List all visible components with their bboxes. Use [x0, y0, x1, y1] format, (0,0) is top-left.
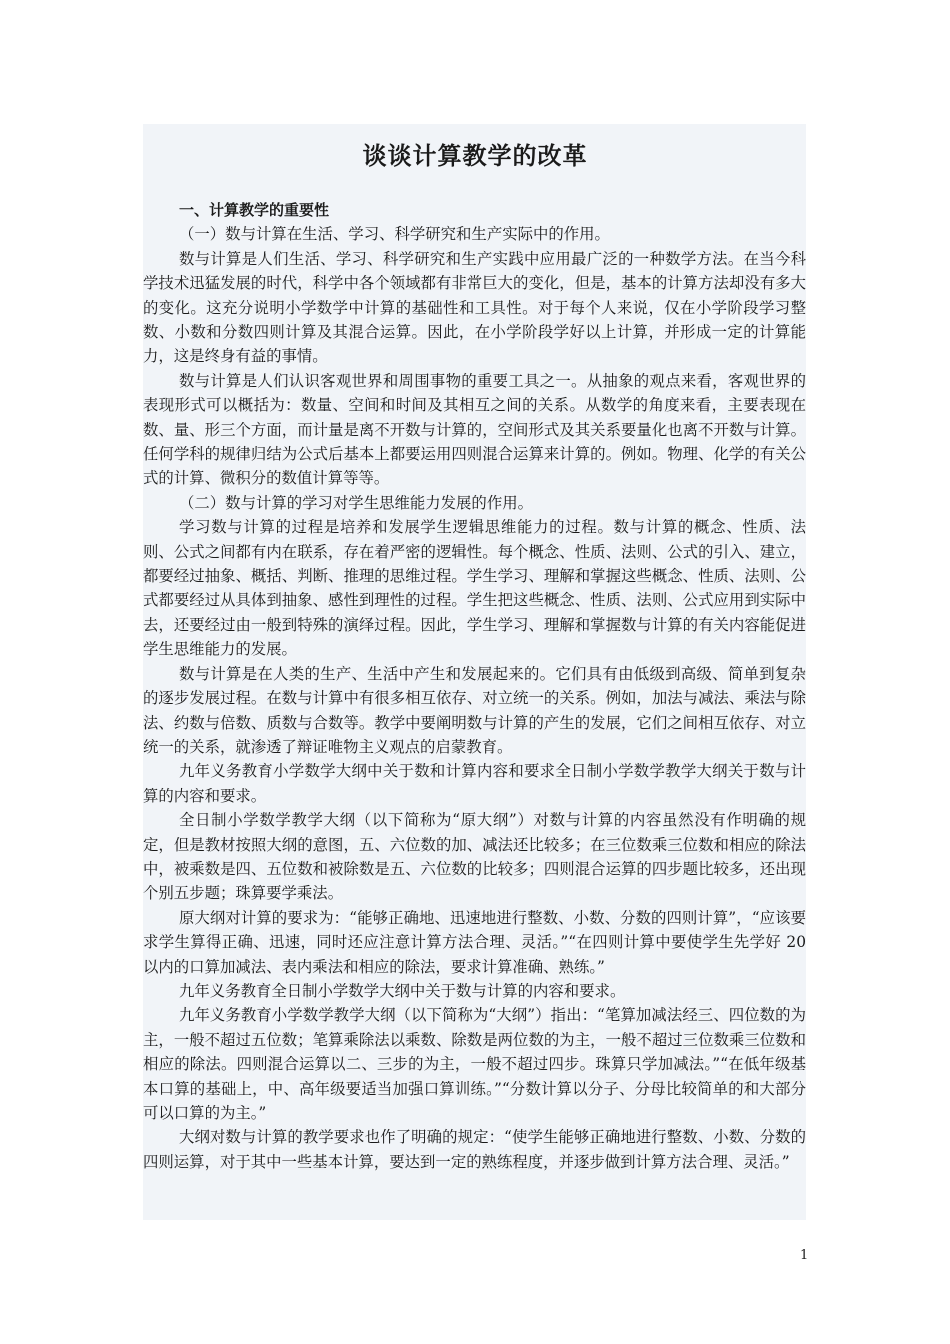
subheading-2: （二）数与计算的学习对学生思维能力发展的作用。 — [179, 493, 533, 512]
subheading-1: （一）数与计算在生活、学习、科学研究和生产实际中的作用。 — [179, 225, 610, 244]
paragraph: 九年义务教育小学数学大纲中关于数和计算内容和要求全日制小学数学教学大纲关于数与计算的内容和要求。 — [143, 762, 806, 805]
paragraph: 全日制小学数学教学大纲（以下简称为“原大纲”）对数与计算的内容虽然没有作明确的规定，但是教材按照大纲的意图，五、六位数的加、减法还比较多；在三位数乘三位数和相应的除法中，被乘数是四、五位数和被除数是五、六位数的比较多；四则混合运算的四步题比较多，还出现个别五步题；珠算要学乘法。 — [143, 811, 806, 903]
paragraph: 大纲对数与计算的教学要求也作了明确的规定：“使学生能够正确地进行整数、小数、分数的四则运算，对于其中一些基本计算，要达到一定的熟练程度，并逐步做到计算方法合理、灵活。” — [143, 1128, 806, 1171]
paragraph: 九年义务教育全日制小学数学大纲中关于数与计算的内容和要求。 — [179, 981, 626, 1000]
section-heading: 一、计算教学的重要性 — [179, 201, 330, 219]
document-title: 谈谈计算教学的改革 — [362, 142, 588, 170]
paragraph: 数与计算是人们认识客观世界和周围事物的重要工具之一。从抽象的观点来看，客观世界的表现形式可以概括为：数量、空间和时间及其相互之间的关系。从数学的角度来看，主要表现在数、量、形三个方面，而计量是离不开数与计算的，空间形式及其关系要量化也离不开数与计算。任何学科的规律归结为公式后基本上都要运用四则混合运算来计算的。例如。物理、化学的有关公式的计算、微积分的数值计算等等。 — [143, 371, 806, 488]
document-body — [143, 198, 806, 1174]
paragraph: 学习数与计算的过程是培养和发展学生逻辑思维能力的过程。数与计算的概念、性质、法则、公式之间都有内在联系，存在着严密的逻辑性。每个概念、性质、法则、公式的引入、建立，都要经过抽象、概括、判断、推理的思维过程。学生学习、理解和掌握这些概念、性质、法则、公式都要经过从具体到抽象、感性到理性的过程。学生把这些概念、性质、法则、公式应用到实际中去，还要经过由一般到特殊的演绎过程。因此，学生学习、理解和掌握数与计算的有关内容能促进学生思维能力的发展。 — [143, 518, 806, 659]
paragraph: 数与计算是人们生活、学习、科学研究和生产实践中应用最广泛的一种数学方法。在当今科学技术迅猛发展的时代，科学中各个领域都有非常巨大的变化，但是，基本的计算方法却没有多大的变化。这充分说明小学数学中计算的基础性和工具性。对于每个人来说，仅在小学阶段学习整数、小数和分数四则计算及其混合运算。因此，在小学阶段学好以上计算，并形成一定的计算能力，这是终身有益的事情。 — [143, 249, 806, 366]
paragraph: 数与计算是在人类的生产、生活中产生和发展起来的。它们具有由低级到高级、简单到复杂的逐步发展过程。在数与计算中有很多相互依存、对立统一的关系。例如，加法与减法、乘法与除法、约数与倍数、质数与合数等。教学中要阐明数与计算的产生的发展，它们之间相互依存、对立统一的关系，就渗透了辩证唯物主义观点的启蒙教育。 — [143, 664, 806, 756]
paragraph: 原大纲对计算的要求为：“能够正确地、迅速地进行整数、小数、分数的四则计算”，“应该要求学生算得正确、迅速，同时还应注意计算方法合理、灵活。”“在四则计算中要使学生先学好 20 以内的口算加减法、表内乘法和相应的除法，要求计算准确、熟练。” — [143, 908, 806, 976]
page-number: 1 — [800, 1248, 809, 1263]
paragraph: 九年义务教育小学数学教学大纲（以下简称为“大纲”）指出：“笔算加减法经三、四位数的为主，一般不超过五位数；笔算乘除法以乘数、除数是两位数的为主，一般不超过三位数乘三位数和相应的除法。四则混合运算以二、三步的为主，一般不超过四步。珠算只学加减法。”“在低年级基本口算的基础上，中、高年级要适当加强口算训练。”“分数计算以分子、分母比较简单的和大部分可以口算的为主。” — [143, 1006, 806, 1123]
